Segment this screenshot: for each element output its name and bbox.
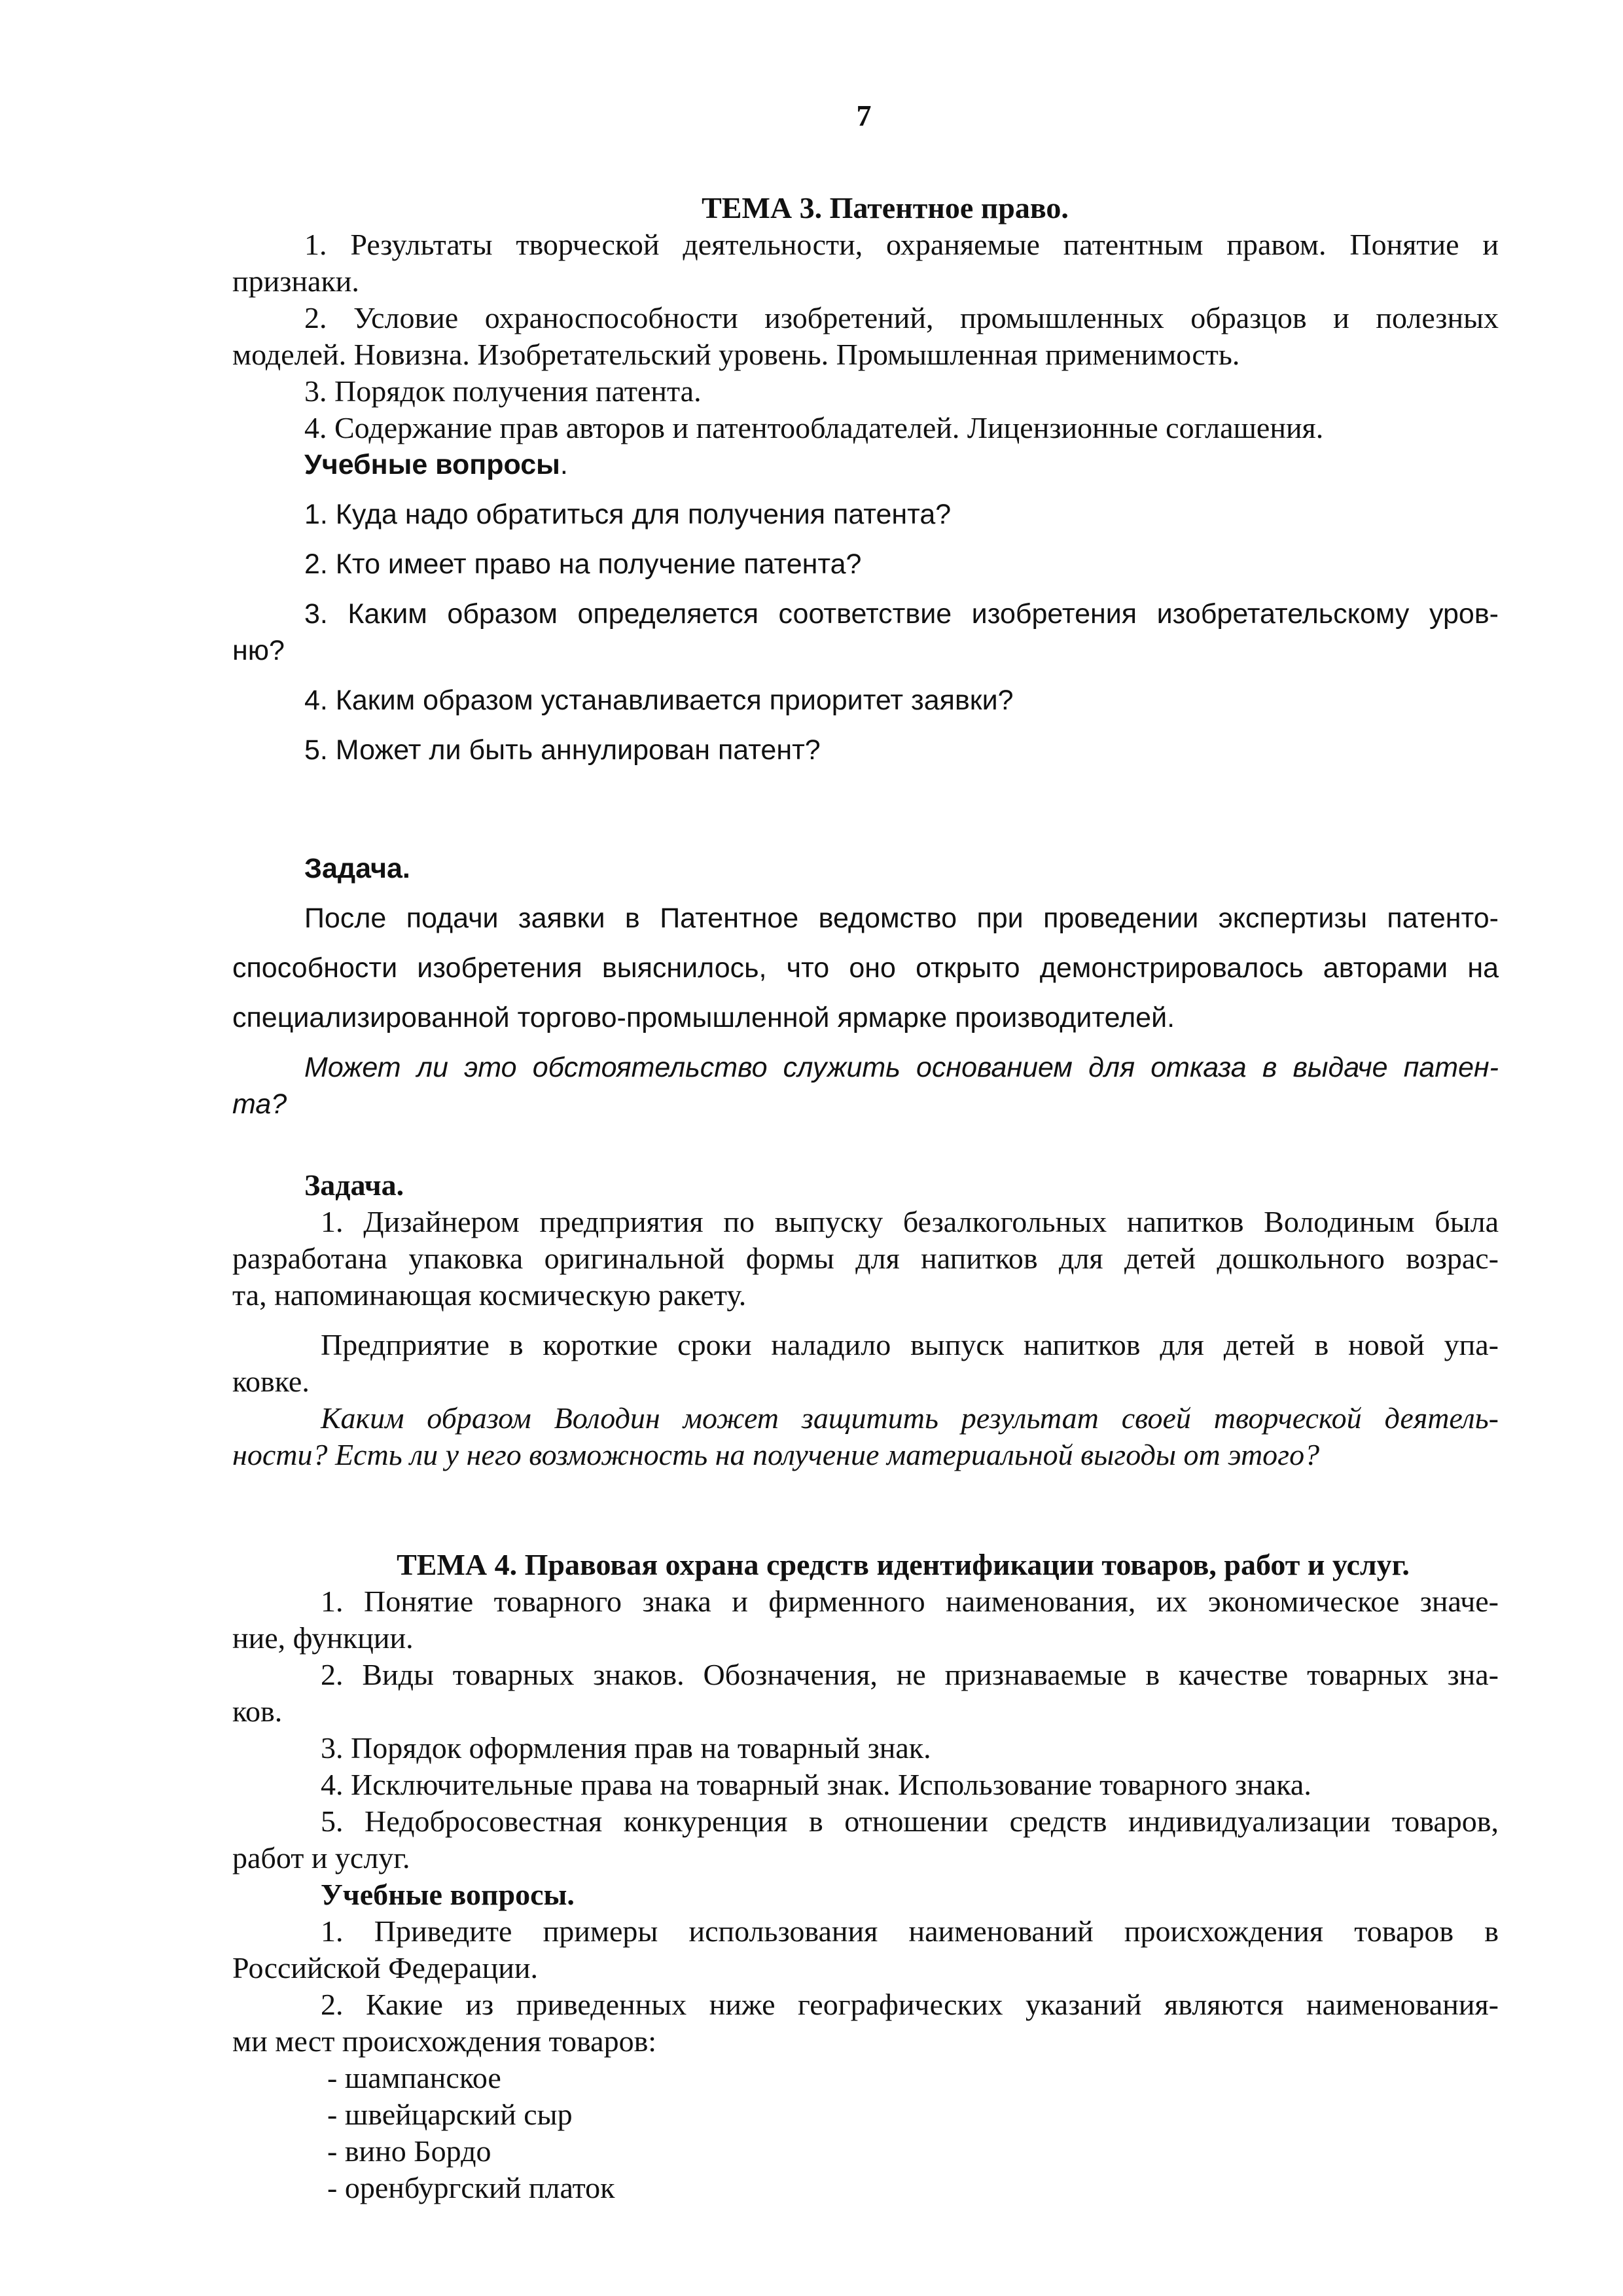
theme3-question-1: 1. Куда надо обратиться для получения патента? bbox=[304, 499, 952, 530]
theme4-question-2-line1: 2. Какие из приведенных ниже географических указаний являются наименования- bbox=[321, 1988, 1499, 2021]
theme4-question-2-line2: ми мест происхождения товаров: bbox=[232, 2024, 657, 2058]
theme4-item-4: 4. Исключительные права на товарный знак. Использование товарного знака. bbox=[321, 1768, 1311, 1801]
theme4-question-1-line1: 1. Приведите примеры использования наименований происхождения товаров в bbox=[321, 1914, 1499, 1948]
theme3-question-3-line1: 3. Каким образом определяется соответствие изобретения изобретательскому уров- bbox=[304, 598, 1499, 630]
task1-question-line2: та? bbox=[232, 1088, 287, 1120]
task2-question-line1: Каким образом Володин может защитить результат своей творческой деятель- bbox=[321, 1401, 1499, 1435]
task2-question-line2: ности? Есть ли у него возможность на получение материальной выгоды от этого? bbox=[232, 1438, 1320, 1471]
task1-question-line1: Может ли это обстоятельство служить основанием для отказа в выдаче патен- bbox=[304, 1052, 1499, 1083]
page-content bbox=[232, 190, 1499, 2206]
theme3-item-2-line1: 2. Условие охраноспособности изобретений, промышленных образцов и полезных bbox=[304, 301, 1499, 334]
theme4-question-1-line2: Российской Федерации. bbox=[232, 1951, 538, 1984]
theme3-item-1-line1: 1. Результаты творческой деятельности, охраняемые патентным правом. Понятие и bbox=[304, 228, 1499, 261]
task1-text-line1: После подачи заявки в Патентное ведомство при проведении экспертизы патенто- bbox=[304, 903, 1499, 934]
task2-text-line1: 1. Дизайнером предприятия по выпуску безалкогольных напитков Володиным была bbox=[321, 1205, 1499, 1238]
theme4-item-5-line2: работ и услуг. bbox=[232, 1841, 410, 1874]
theme4-item-3: 3. Порядок оформления прав на товарный знак. bbox=[321, 1731, 931, 1765]
theme4-item-5-line1: 5. Недобросовестная конкуренция в отношении средств индивидуализации товаров, bbox=[321, 1804, 1499, 1838]
task1-heading: Задача. bbox=[304, 853, 410, 884]
task2-text-line5: ковке. bbox=[232, 1365, 310, 1398]
theme3-questions-heading bbox=[232, 446, 1499, 483]
task2-heading: Задача. bbox=[304, 1168, 404, 1202]
theme4-item-1-line1: 1. Понятие товарного знака и фирменного наименования, их экономическое значе- bbox=[321, 1585, 1499, 1618]
theme3-questions-heading-dot: . bbox=[560, 449, 568, 480]
theme3-question-2: 2. Кто имеет право на получение патента? bbox=[304, 548, 862, 580]
theme3-item-2-line2: моделей. Новизна. Изобретательский уровень. Промышленная применимость. bbox=[232, 338, 1240, 371]
theme4-title: ТЕМА 4. Правовая охрана средств идентификации товаров, работ и услуг. bbox=[397, 1548, 1410, 1581]
theme3-question-4: 4. Каким образом устанавливается приоритет заявки? bbox=[304, 685, 1014, 716]
theme3-questions-heading-text: Учебные вопросы bbox=[304, 449, 560, 480]
theme4-list-item-3: - вино Бордо bbox=[327, 2134, 491, 2168]
theme3-item-1-line2: признаки. bbox=[232, 264, 359, 298]
task2-text-line2: разработана упаковка оригинальной формы для напитков для детей дошкольного возрас- bbox=[232, 1242, 1499, 1275]
theme4-item-2-line1: 2. Виды товарных знаков. Обозначения, не признаваемые в качестве товарных зна- bbox=[321, 1658, 1499, 1691]
theme3-title: ТЕМА 3. Патентное право. bbox=[702, 191, 1069, 224]
page-number: 7 bbox=[856, 99, 872, 132]
theme4-questions-heading: Учебные вопросы. bbox=[321, 1878, 575, 1911]
task1-text-line3: специализированной торгово-промышленной ярмарке производителей. bbox=[232, 1002, 1175, 1033]
theme4-list-item-4: - оренбургский платок bbox=[327, 2171, 615, 2204]
theme3-question-3-line2: ню? bbox=[232, 635, 285, 666]
task2-text-line4: Предприятие в короткие сроки наладило выпуск напитков для детей в новой упа- bbox=[321, 1328, 1499, 1361]
theme3-item-3: 3. Порядок получения патента. bbox=[304, 374, 702, 408]
theme4-list-item-1: - шампанское bbox=[327, 2061, 501, 2094]
theme4-list-item-2: - швейцарский сыр bbox=[327, 2098, 573, 2131]
task2-text-line3: та, напоминающая космическую ракету. bbox=[232, 1278, 747, 1312]
theme3-question-5: 5. Может ли быть аннулирован патент? bbox=[304, 734, 821, 766]
theme4-item-1-line2: ние, функции. bbox=[232, 1621, 414, 1655]
theme3-item-4: 4. Содержание прав авторов и патентообладателей. Лицензионные соглашения. bbox=[304, 411, 1324, 444]
theme4-item-2-line2: ков. bbox=[232, 1695, 283, 1728]
task1-text-line2: способности изобретения выяснилось, что оно открыто демонстрировалось авторами на bbox=[232, 952, 1499, 984]
